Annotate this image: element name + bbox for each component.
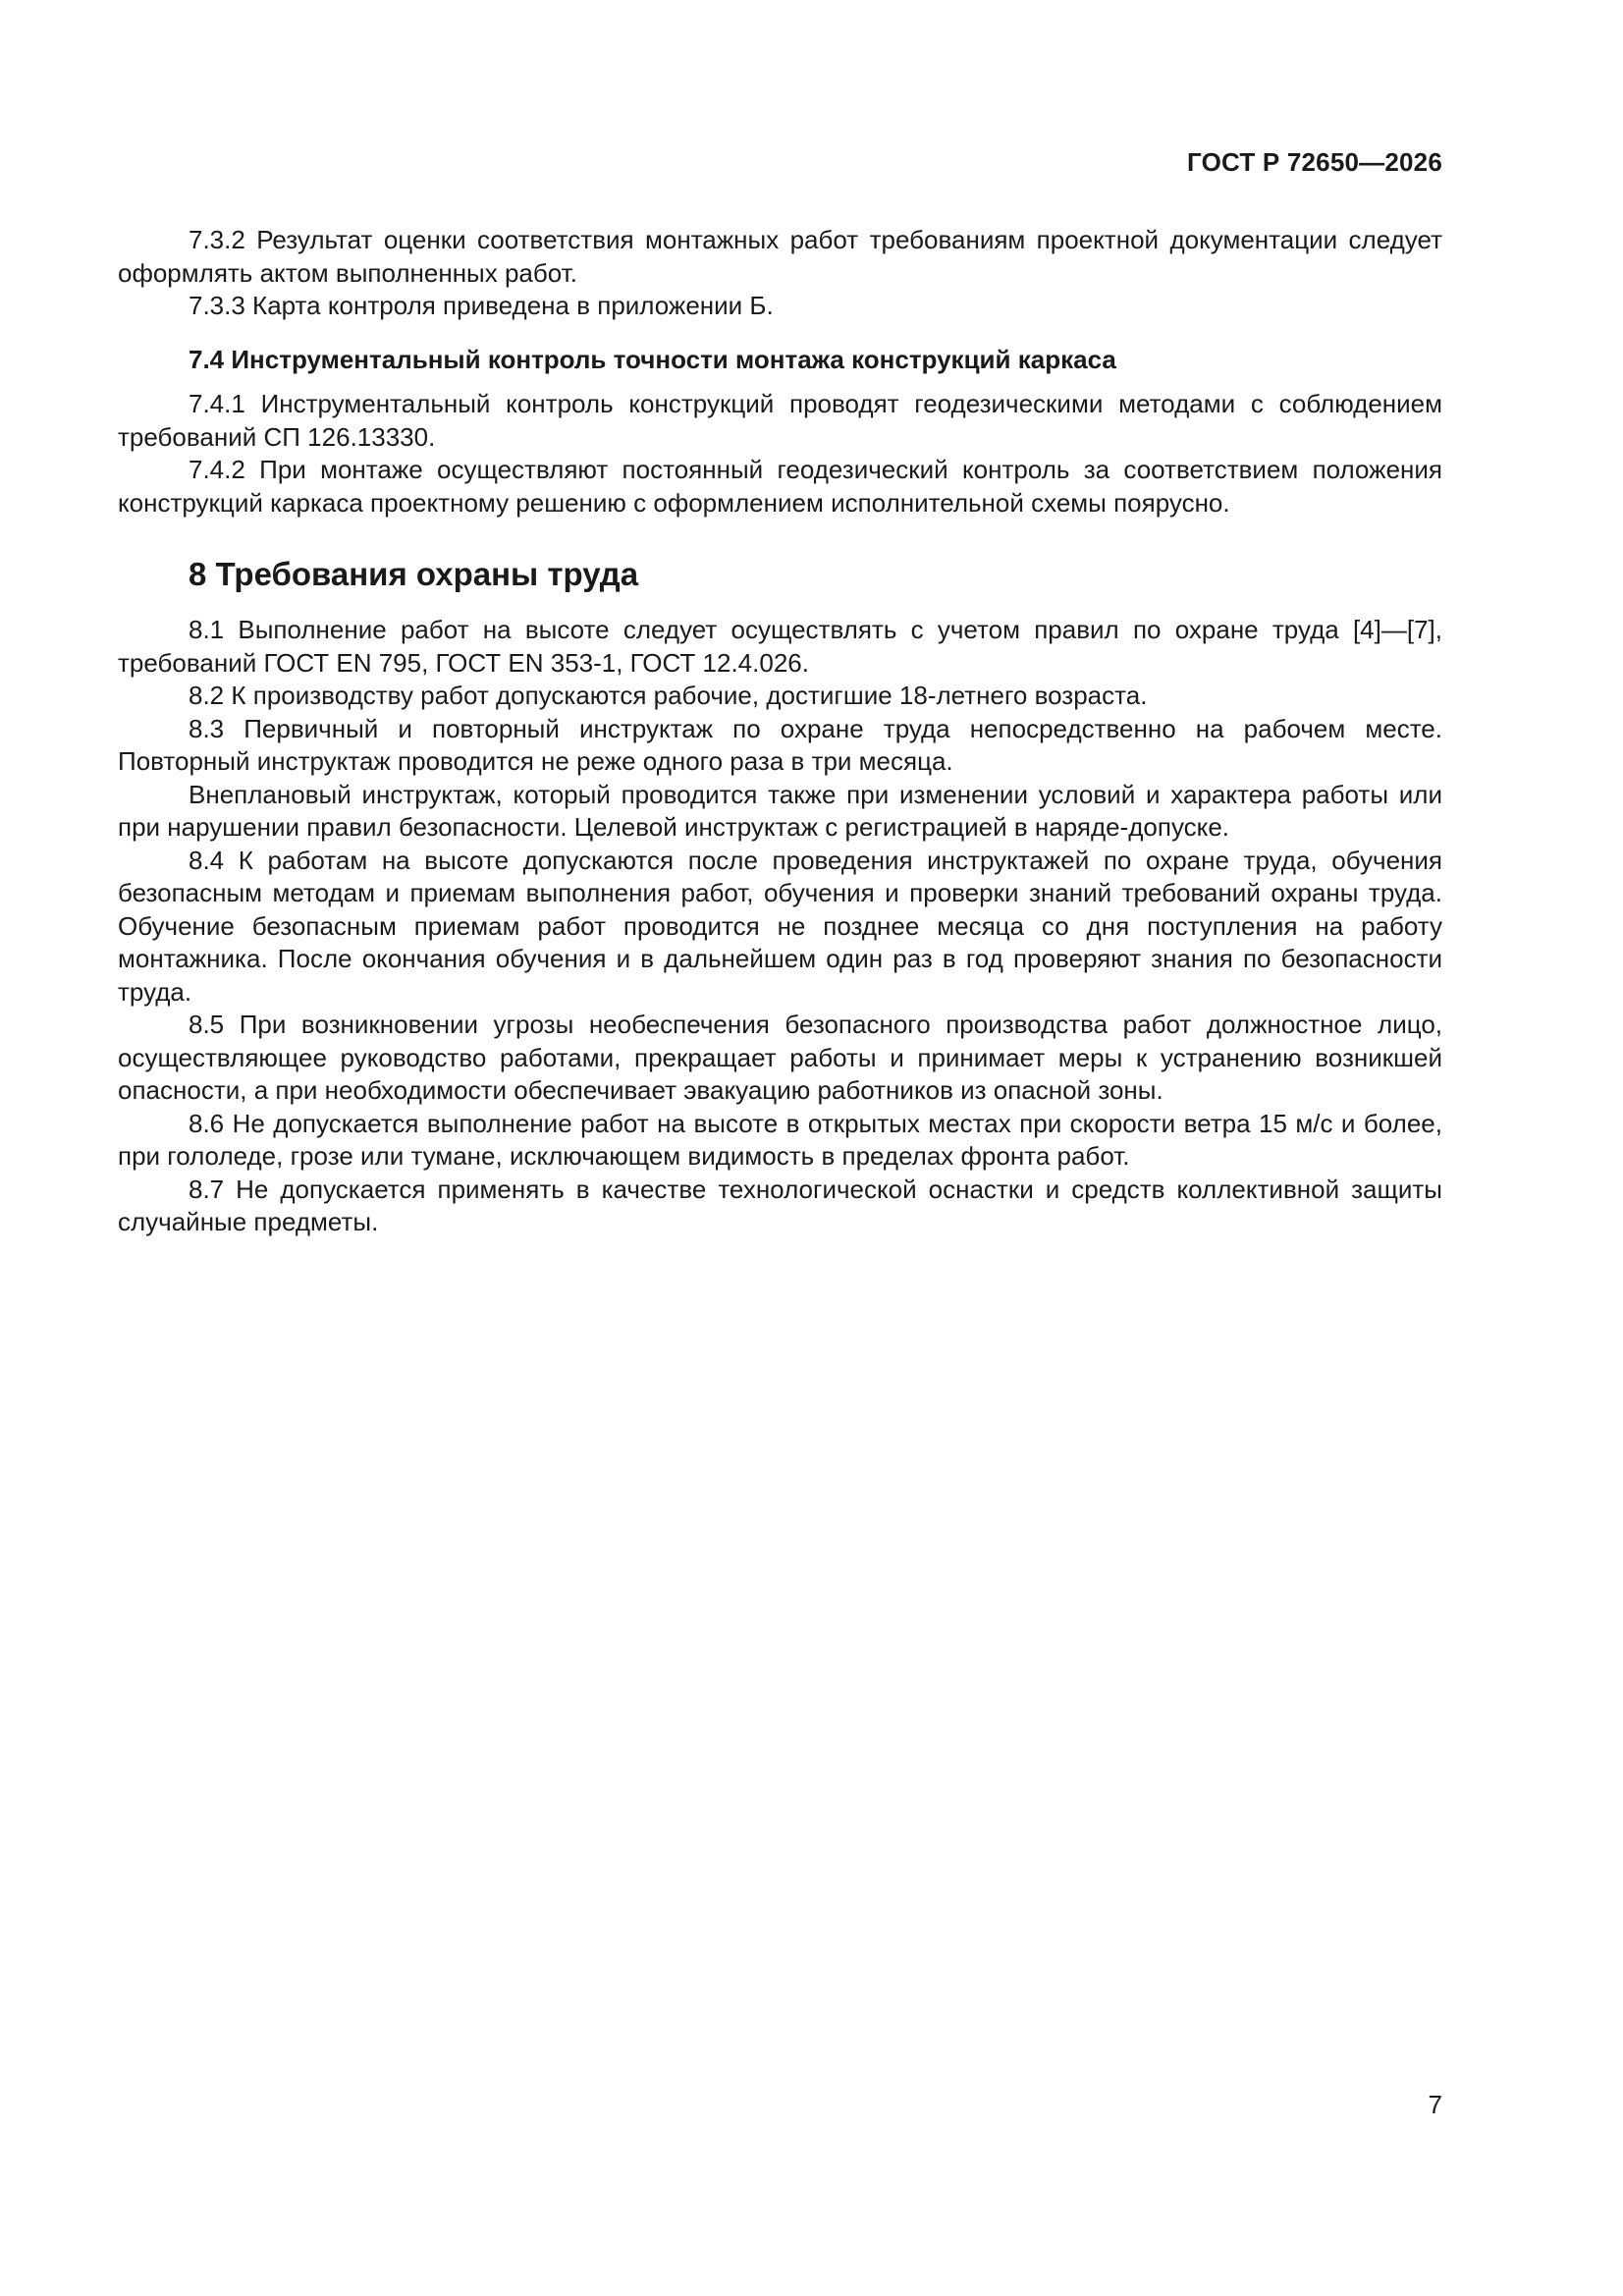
paragraph-8-4: 8.4 К работам на высоте допускаются после проведения инструктажей по охране труда, обучения безопасным методам и приемам выполнения работ, обучения и проверки знаний требований охраны труда. Обучение безопасным приемам работ проводится не позднее месяца со дня поступления на работу монтажника. После окончания обучения и в дальнейшем один раз в год проверяют знания по безопасности труда. [118,845,1442,1007]
paragraph-8-3-unscheduled: Внеплановый инструктаж, который проводится также при изменении условий и характера работы или при нарушении правил безопасности. Целевой инструктаж с регистрацией в наряде-допуске. [118,779,1442,842]
paragraph-7-3-2: 7.3.2 Результат оценки соответствия монтажных работ требованиям проектной документации следует оформлять актом выполненных работ. [118,225,1442,288]
page-number: 7 [1428,2090,1442,2119]
paragraph-8-7: 8.7 Не допускается применять в качестве технологической оснастки и средств коллективной защиты случайные предметы. [118,1174,1442,1236]
paragraph-7-4-2: 7.4.2 При монтаже осуществляют постоянный геодезический контроль за соответствием положения конструкций каркаса проектному решению с оформлением исполнительной схемы поярусно. [118,455,1442,518]
paragraph-8-6: 8.6 Не допускается выполнение работ на высоте в открытых местах при скорости ветра 15 м/с и более, при гололеде, грозе или тумане, исключающем видимость в пределах фронта работ. [118,1108,1442,1171]
paragraph-8-3: 8.3 Первичный и повторный инструктаж по охране труда непосредственно на рабочем месте. Повторный инструктаж проводится не реже одного раза в три месяца. [118,713,1442,776]
paragraph-7-4-1: 7.4.1 Инструментальный контроль конструкций проводят геодезическими методами с соблюдением требований СП 126.13330. [118,389,1442,452]
subsection-heading-7-4: 7.4 Инструментальный контроль точности монтажа конструкций каркаса [189,344,1116,374]
paragraph-8-5: 8.5 При возникновении угрозы необеспечения безопасного производства работ должностное лицо, осуществляющее руководство работами, прекращает работы и принимает меры к устранению возникшей опасности, а при необходимости обеспечивает эвакуацию работников из опасной зоны. [118,1010,1442,1105]
paragraph-8-1: 8.1 Выполнение работ на высоте следует осуществлять с учетом правил по охране труда [4]—[7], требований ГОСТ EN 795, ГОСТ EN 353-1, ГОСТ 12.4.026. [118,615,1442,678]
section-heading-8: 8 Требования охраны труда [189,556,639,592]
document-id-header: ГОСТ Р 72650—2026 [1187,147,1442,177]
paragraph-7-3-3: 7.3.3 Карта контроля приведена в приложении Б. [189,291,774,320]
paragraph-8-2: 8.2 К производству работ допускаются рабочие, достигшие 18-летнего возраста. [189,681,1148,710]
page-body [118,224,1442,1239]
